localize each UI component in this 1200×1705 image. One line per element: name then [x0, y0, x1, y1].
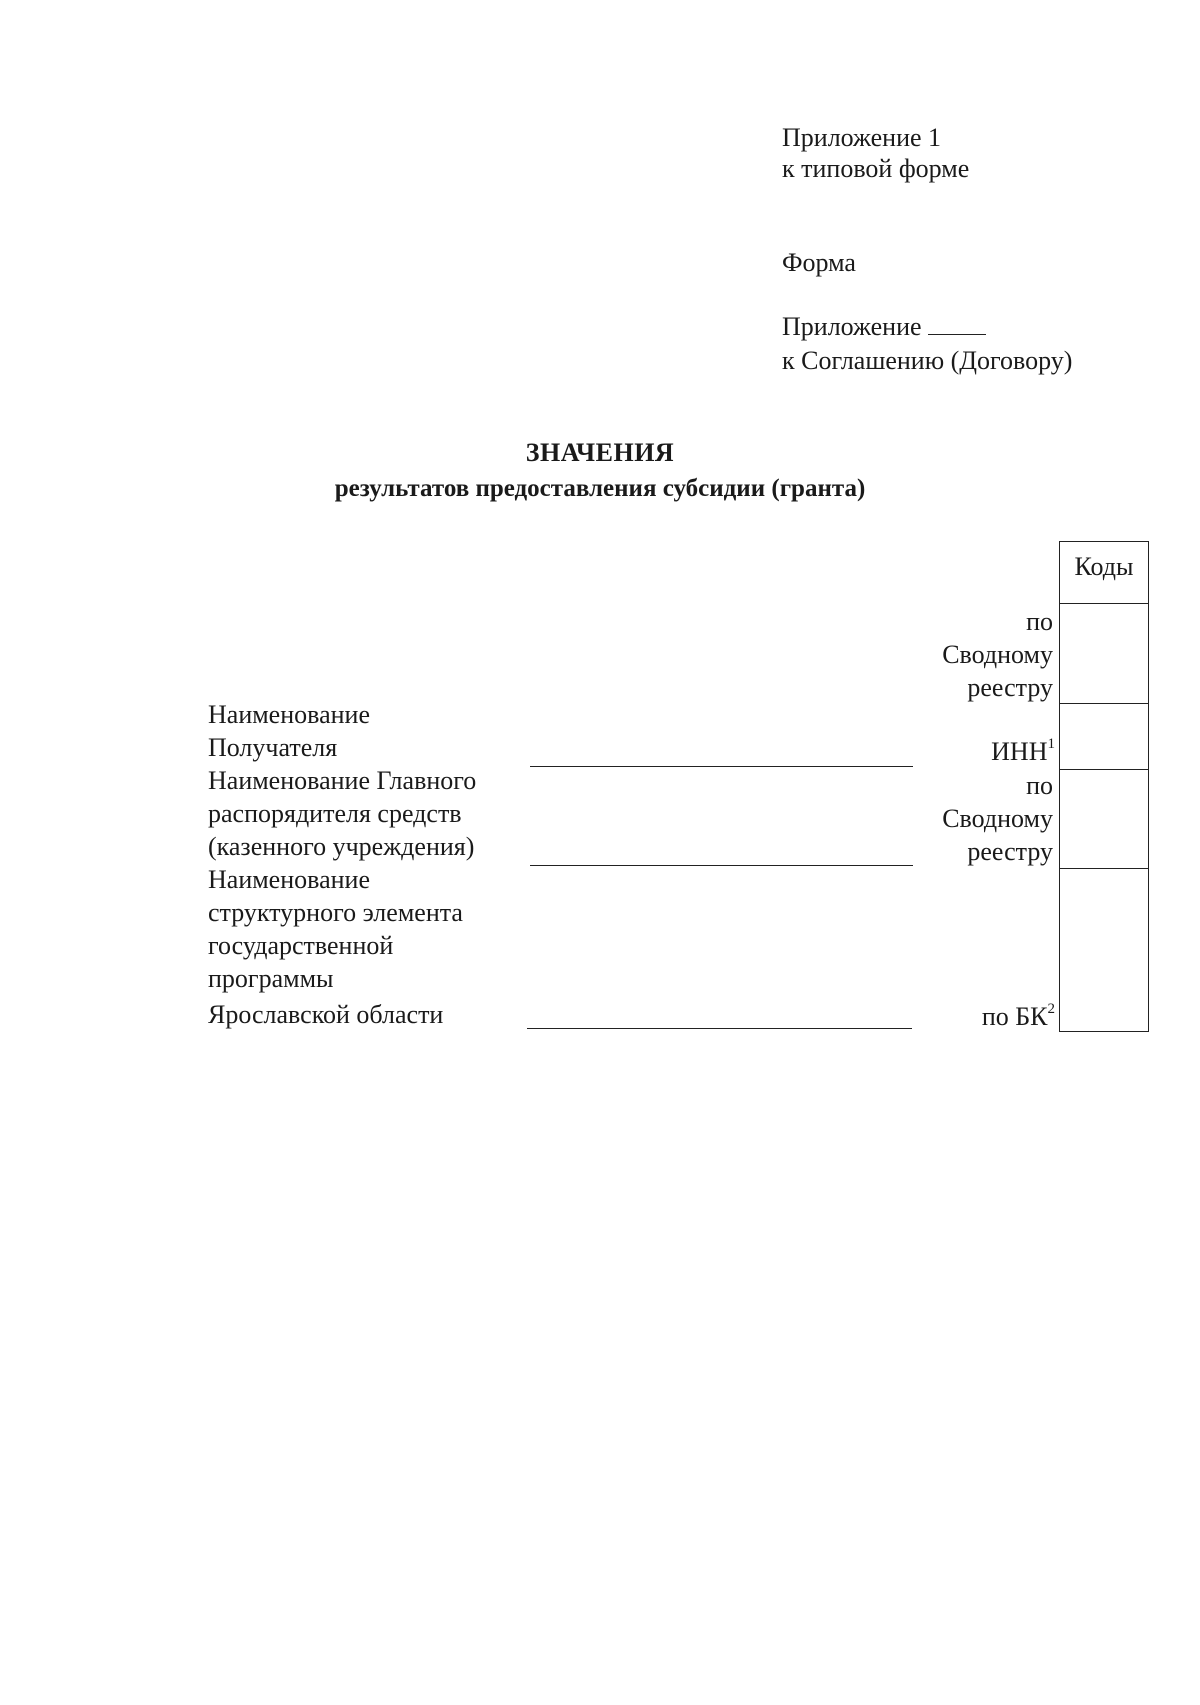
appendix-line-2: к типовой форме — [782, 154, 970, 183]
codes-cell-inn — [1060, 703, 1148, 704]
bk-label — [982, 1000, 1055, 1033]
page-subtitle: результатов предоставления субсидии (гранта) — [334, 475, 866, 502]
structural-element-label-4: программы — [208, 964, 334, 993]
codes-table — [1059, 541, 1149, 1032]
codes-cell-registry-2 — [1060, 769, 1148, 770]
agreement-appendix-text: Приложение — [782, 312, 922, 341]
codes-header: Коды — [1074, 552, 1134, 581]
registry-1-label-2: Сводному — [942, 640, 1053, 669]
structural-element-name-field[interactable] — [527, 1028, 912, 1029]
structural-element-label-5: Ярославской области — [208, 1000, 444, 1029]
bk-text: по БК — [981, 1002, 1048, 1031]
appendix-number-blank — [928, 314, 986, 335]
registry-2-label-3: реестру — [967, 837, 1053, 866]
chief-manager-label-3: (казенного учреждения) — [208, 832, 475, 861]
structural-element-label-1: Наименование — [208, 865, 370, 894]
registry-1-label-3: реестру — [967, 673, 1053, 702]
inn-footnote: 1 — [1047, 736, 1055, 752]
chief-manager-label-2: распорядителя средств — [208, 799, 462, 828]
inn-text: ИНН — [991, 737, 1048, 766]
agreement-line-1 — [782, 312, 986, 342]
registry-2-label-2: Сводному — [942, 804, 1053, 833]
structural-element-label-2: структурного элемента — [208, 898, 463, 927]
chief-manager-label-1: Наименование Главного — [208, 766, 477, 795]
codes-cell-registry-1 — [1060, 603, 1148, 604]
registry-2-label-1: по — [1026, 771, 1053, 800]
appendix-line-1: Приложение 1 — [782, 123, 942, 152]
agreement-line-2: к Соглашению (Договору) — [782, 346, 1073, 375]
bk-footnote: 2 — [1047, 1001, 1055, 1017]
codes-cell-bk — [1060, 868, 1148, 869]
inn-label — [991, 735, 1055, 768]
chief-manager-name-field[interactable] — [530, 865, 913, 866]
form-label: Форма — [782, 248, 856, 277]
recipient-label-2: Получателя — [208, 733, 338, 762]
registry-1-label-1: по — [1026, 607, 1053, 636]
recipient-label-1: Наименование — [208, 700, 370, 729]
recipient-name-field[interactable] — [530, 766, 913, 767]
structural-element-label-3: государственной — [208, 931, 394, 960]
page-title: ЗНАЧЕНИЯ — [525, 438, 675, 467]
